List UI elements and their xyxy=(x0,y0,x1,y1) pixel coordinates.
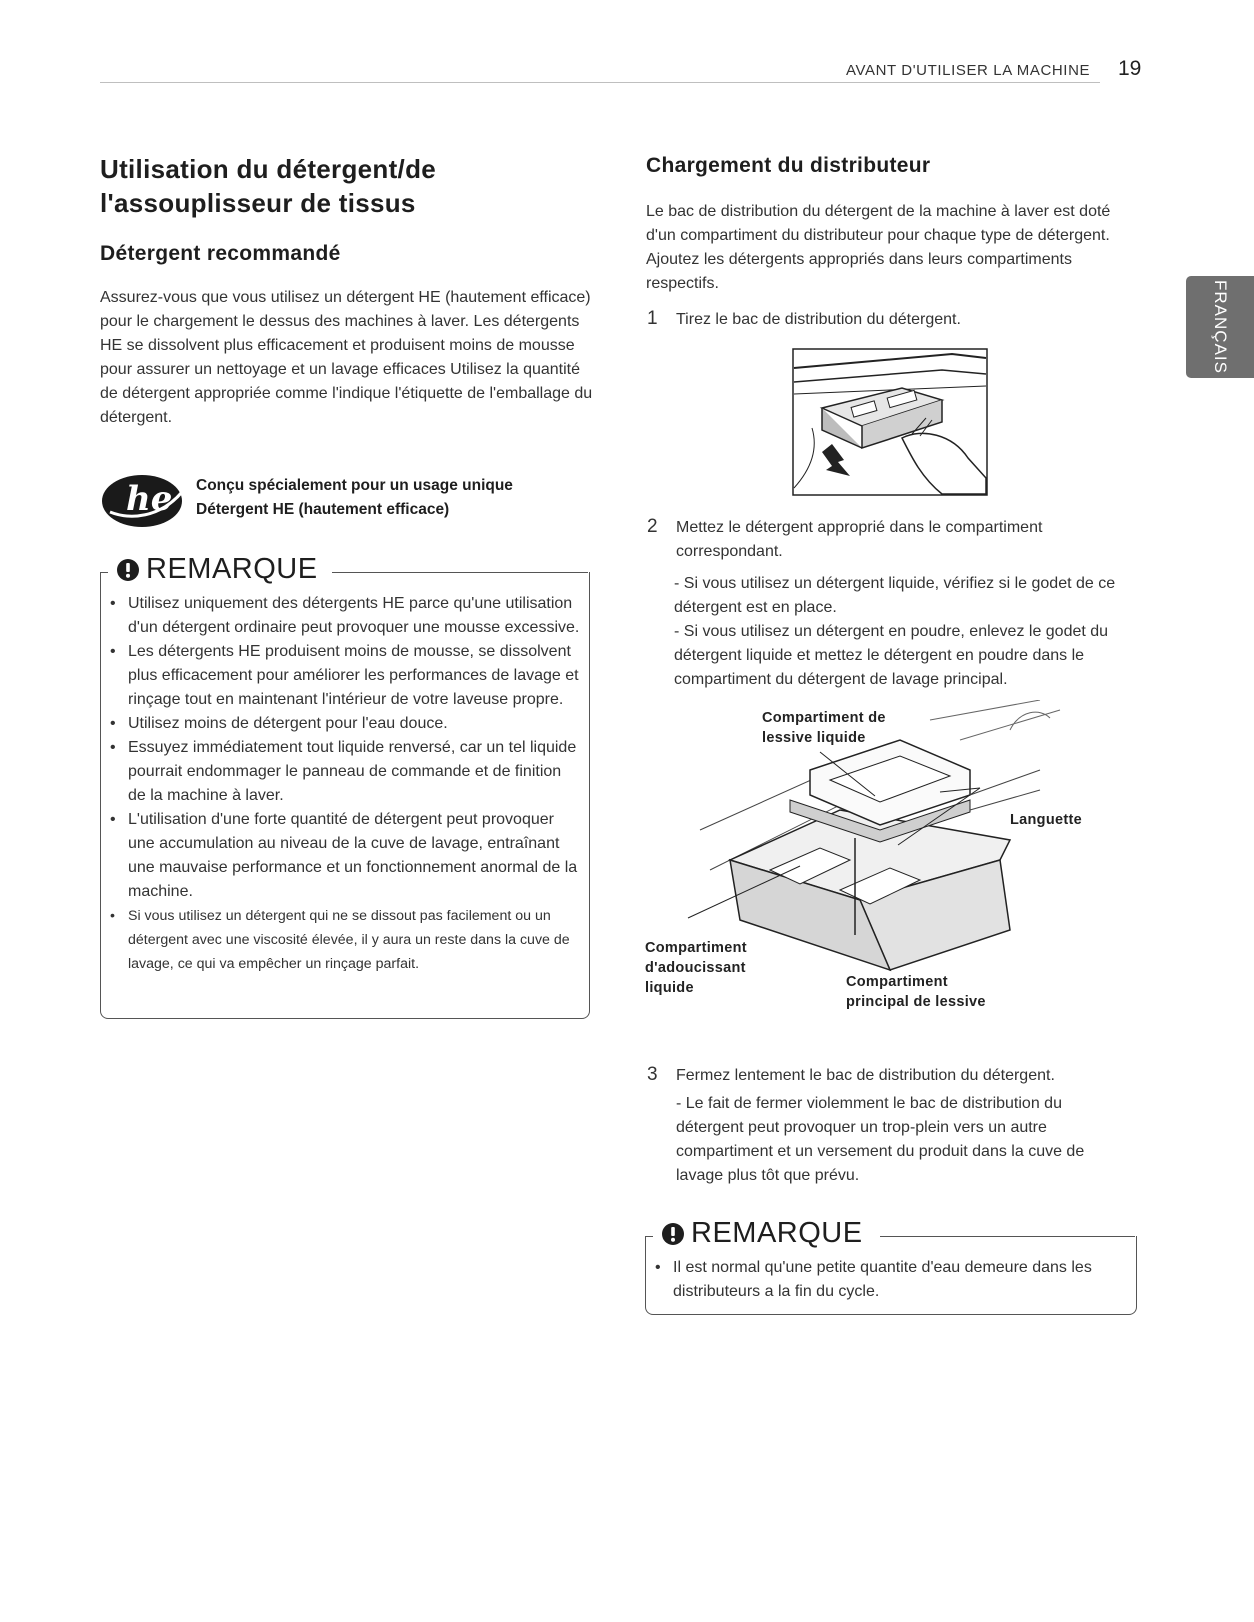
step3-text: Fermez lentement le bac de distribution du détergent. xyxy=(676,1067,1055,1084)
step1-text: Tirez le bac de distribution du détergent. xyxy=(676,311,961,328)
page-number: 19 xyxy=(1118,57,1142,80)
note-item: • L'utilisation d'une forte quantité de détergent peut provoquer une accumulation au niveau de la cuve de lavage, entraînant une mauvaise performance et un fonctionnement anormal de la machine. xyxy=(100,808,582,904)
note-header-left xyxy=(112,553,328,586)
label-main-compartment: Compartiment principal de lessive xyxy=(846,974,986,1010)
note-item: • Essuyez immédiatement tout liquide renversé, car un tel liquide pourrait endommager le panneau de commande et de finition de la machine à laver. xyxy=(100,736,582,808)
left-title-line1: Utilisation du détergent/de xyxy=(100,154,437,184)
step3-sub1: - Le fait de fermer violemment le bac de distribution du détergent peut provoquer un trop-plein vers un autre compartiment et un versement du produit dans la cuve de lavage plus tôt que prévu. xyxy=(676,1095,1085,1184)
note-list-right xyxy=(645,1256,1115,1304)
note-box-left-top-rule xyxy=(332,572,588,573)
drawer-pull-illustration xyxy=(792,348,988,496)
left-body-text: Assurez-vous que vous utilisez un détergent HE (hautement efficace) pour le chargement le dessus des machines à laver. Les détergents HE se dissolvent plus efficacement et produisent moins de mousse pour assurer un nettoyage et un lavage efficaces Utilisez la quantité de détergent appropriée comme l'indique l'étiquette de l'emballage du détergent. xyxy=(100,289,593,426)
note-item: • Utilisez moins de détergent pour l'eau douce. xyxy=(100,712,582,736)
he-logo-icon xyxy=(100,472,186,530)
note-item: • Utilisez uniquement des détergents HE parce qu'une utilisation d'un détergent ordinaire peut provoquer une mousse excessive. xyxy=(100,592,582,640)
note-list-left xyxy=(100,592,582,976)
note-box-right-corner xyxy=(645,1236,653,1237)
left-subtitle: Détergent recommandé xyxy=(100,242,341,265)
note-title-right: REMARQUE xyxy=(691,1217,869,1250)
label-softener-compartment: Compartiment d'adoucissant liquide xyxy=(645,940,747,996)
step2-number: 2 xyxy=(647,516,658,537)
left-title-line2: l'assouplisseur de tissus xyxy=(100,188,416,218)
language-tab-label: FRANÇAIS xyxy=(1211,280,1230,374)
header-rule xyxy=(100,82,1100,83)
warning-icon xyxy=(661,1222,685,1246)
note-header-right xyxy=(657,1217,873,1250)
step2-sub1: - Si vous utilisez un détergent liquide, vérifiez si le godet de ce détergent est en place. xyxy=(674,575,1116,616)
warning-icon xyxy=(116,558,140,582)
note-item: • Il est normal qu'une petite quantite d'eau demeure dans les distributeurs a la fin du cycle. xyxy=(645,1256,1115,1304)
right-intro: Le bac de distribution du détergent de la machine à laver est doté d'un compartiment du distributeur pour chaque type de détergent. Ajoutez les détergents appropriés dans leurs compartiments respectifs. xyxy=(646,203,1111,292)
left-title xyxy=(100,152,620,220)
language-tab xyxy=(1186,276,1254,378)
label-liquid-compartment: Compartiment de lessive liquide xyxy=(762,710,886,746)
label-tab: Languette xyxy=(1010,812,1082,828)
he-logo-text: he xyxy=(126,479,173,519)
note-item: • Les détergents HE produisent moins de mousse, se dissolvent plus efficacement pour améliorer les performances de lavage et rinçage tout en maintenant l'intérieur de votre laveuse propre. xyxy=(100,640,582,712)
step2-sub2: - Si vous utilisez un détergent en poudre, enlevez le godet du détergent liquide et mettez le détergent en poudre dans le compartiment du détergent de lavage principal. xyxy=(674,623,1109,688)
right-title: Chargement du distributeur xyxy=(646,154,931,177)
note-title-left: REMARQUE xyxy=(146,553,324,586)
note-item: • Si vous utilisez un détergent qui ne se dissout pas facilement ou un détergent avec une viscosité élevée, il y aura un reste dans la cuve de lavage, ce qui va empêcher un rinçage parfait. xyxy=(100,904,582,976)
step1-number: 1 xyxy=(647,308,658,329)
note-box-right-top-rule xyxy=(880,1236,1135,1237)
he-caption xyxy=(196,474,513,522)
step3-number: 3 xyxy=(647,1064,658,1085)
he-caption-line2: Détergent HE (hautement efficace) xyxy=(196,501,450,518)
he-caption-line1: Conçu spécialement pour un usage unique xyxy=(196,477,513,494)
step2-text: Mettez le détergent approprié dans le compartiment correspondant. xyxy=(676,519,1043,560)
running-header: AVANT D'UTILISER LA MACHINE xyxy=(846,62,1091,79)
note-box-left-corner xyxy=(100,572,108,573)
